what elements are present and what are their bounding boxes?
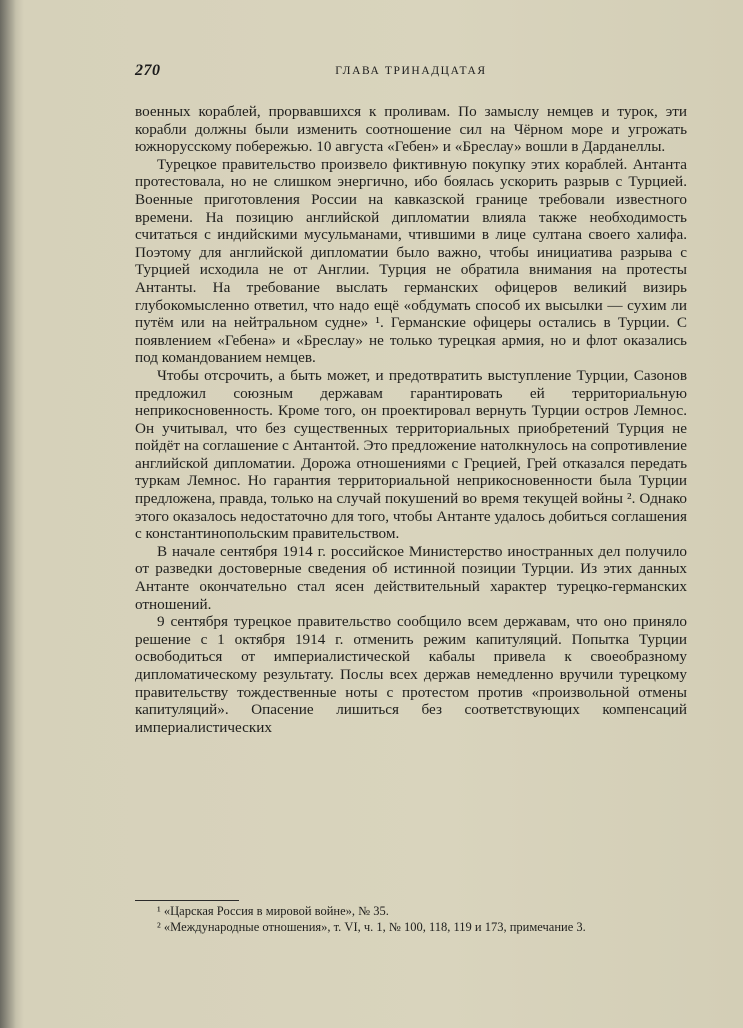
paragraph-2: Турецкое правительство произвело фиктивную покупку этих кораблей. Антанта протестовала, но не слишком энергично, ибо боялась ускорить разрыв с Турцией. Военные приготовления России на кавказской границе требовали известного времени. На позицию английской дипломатии влияла также необходимость считаться с индийскими мусульманами, чтившими в лице султана своего халифа. Поэтому для английской дипломатии было важно, чтобы инициатива разрыва с Турцией исходила не от Англии. Турция не обратила внимания на протесты Антанты. На требование выслать германских офицеров великий визирь глубокомысленно ответил, что надо ещё «обдумать способ их высылки — сухим ли путём или на нейтральном судне» ¹. Германские офицеры остались в Турции. С появлением «Гебена» и «Бреслау» не только турецкая армия, но и флот оказались под командованием немцев. [135,155,687,367]
footnote-separator [135,900,239,901]
footnote-2: ² «Международные отношения», т. VI, ч. 1, № 100, 118, 119 и 173, примечание 3. [157,919,586,934]
paragraph-4: В начале сентября 1914 г. российское Министерство иностранных дел получило от разведки достоверные сведения об истинной позиции Турции. Из этих данных Антанте окончательно стал ясен действительный характер турецко-германских отношений. [135,542,687,613]
footnote-1: ¹ «Царская Россия в мировой войне», № 35. [157,904,389,918]
page-number: 270 [135,62,161,79]
paragraph-1: военных кораблей, прорвавшихся к проливам. По замыслу немцев и турок, эти корабли должны были изменить соотношение сил на Чёрном море и угрожать южнорусскому побережью. 10 августа «Гебен» и «Бреслау» вошли в Дарданеллы. [135,103,687,156]
running-header [135,62,687,84]
chapter-title: ГЛАВА ТРИНАДЦАТАЯ [335,65,487,77]
paragraph-3: Чтобы отсрочить, а быть может, и предотвратить выступление Турции, Сазонов предложил союзным державам гарантировать ей территориальную неприкосновенность. Кроме того, он проектировал вернуть Турции остров Лемнос. Он учитывал, что без существенных территориальных приобретений Турция не пойдёт на соглашение с Антантой. Это предложение натолкнулось на сопротивление английской дипломатии. Дорожа отношениями с Грецией, Грей отказался передать туркам Лемнос. Но гарантия территориальной неприкосновенности была Турции предложена, правда, только на случай покушений во время текущей войны ². Однако этого оказалось недостаточно для того, чтобы Антанте удалось добиться соглашения с константинопольским правительством. [135,366,687,543]
binding-shadow [0,0,16,1028]
main-text [135,103,687,736]
paragraph-5: 9 сентября турецкое правительство сообщило всем державам, что оно приняло решение с 1 октября 1914 г. отменить режим капитуляций. Попытка Турции освободиться от империалистической кабалы привела к своеобразному дипломатическому результату. Послы всех держав немедленно вручили турецкому правительству тождественные ноты с протестом против «произвольной отмены капитуляций». Опасение лишиться без соответствующих компенсаций империалистических [135,613,687,736]
footnotes [135,904,687,935]
